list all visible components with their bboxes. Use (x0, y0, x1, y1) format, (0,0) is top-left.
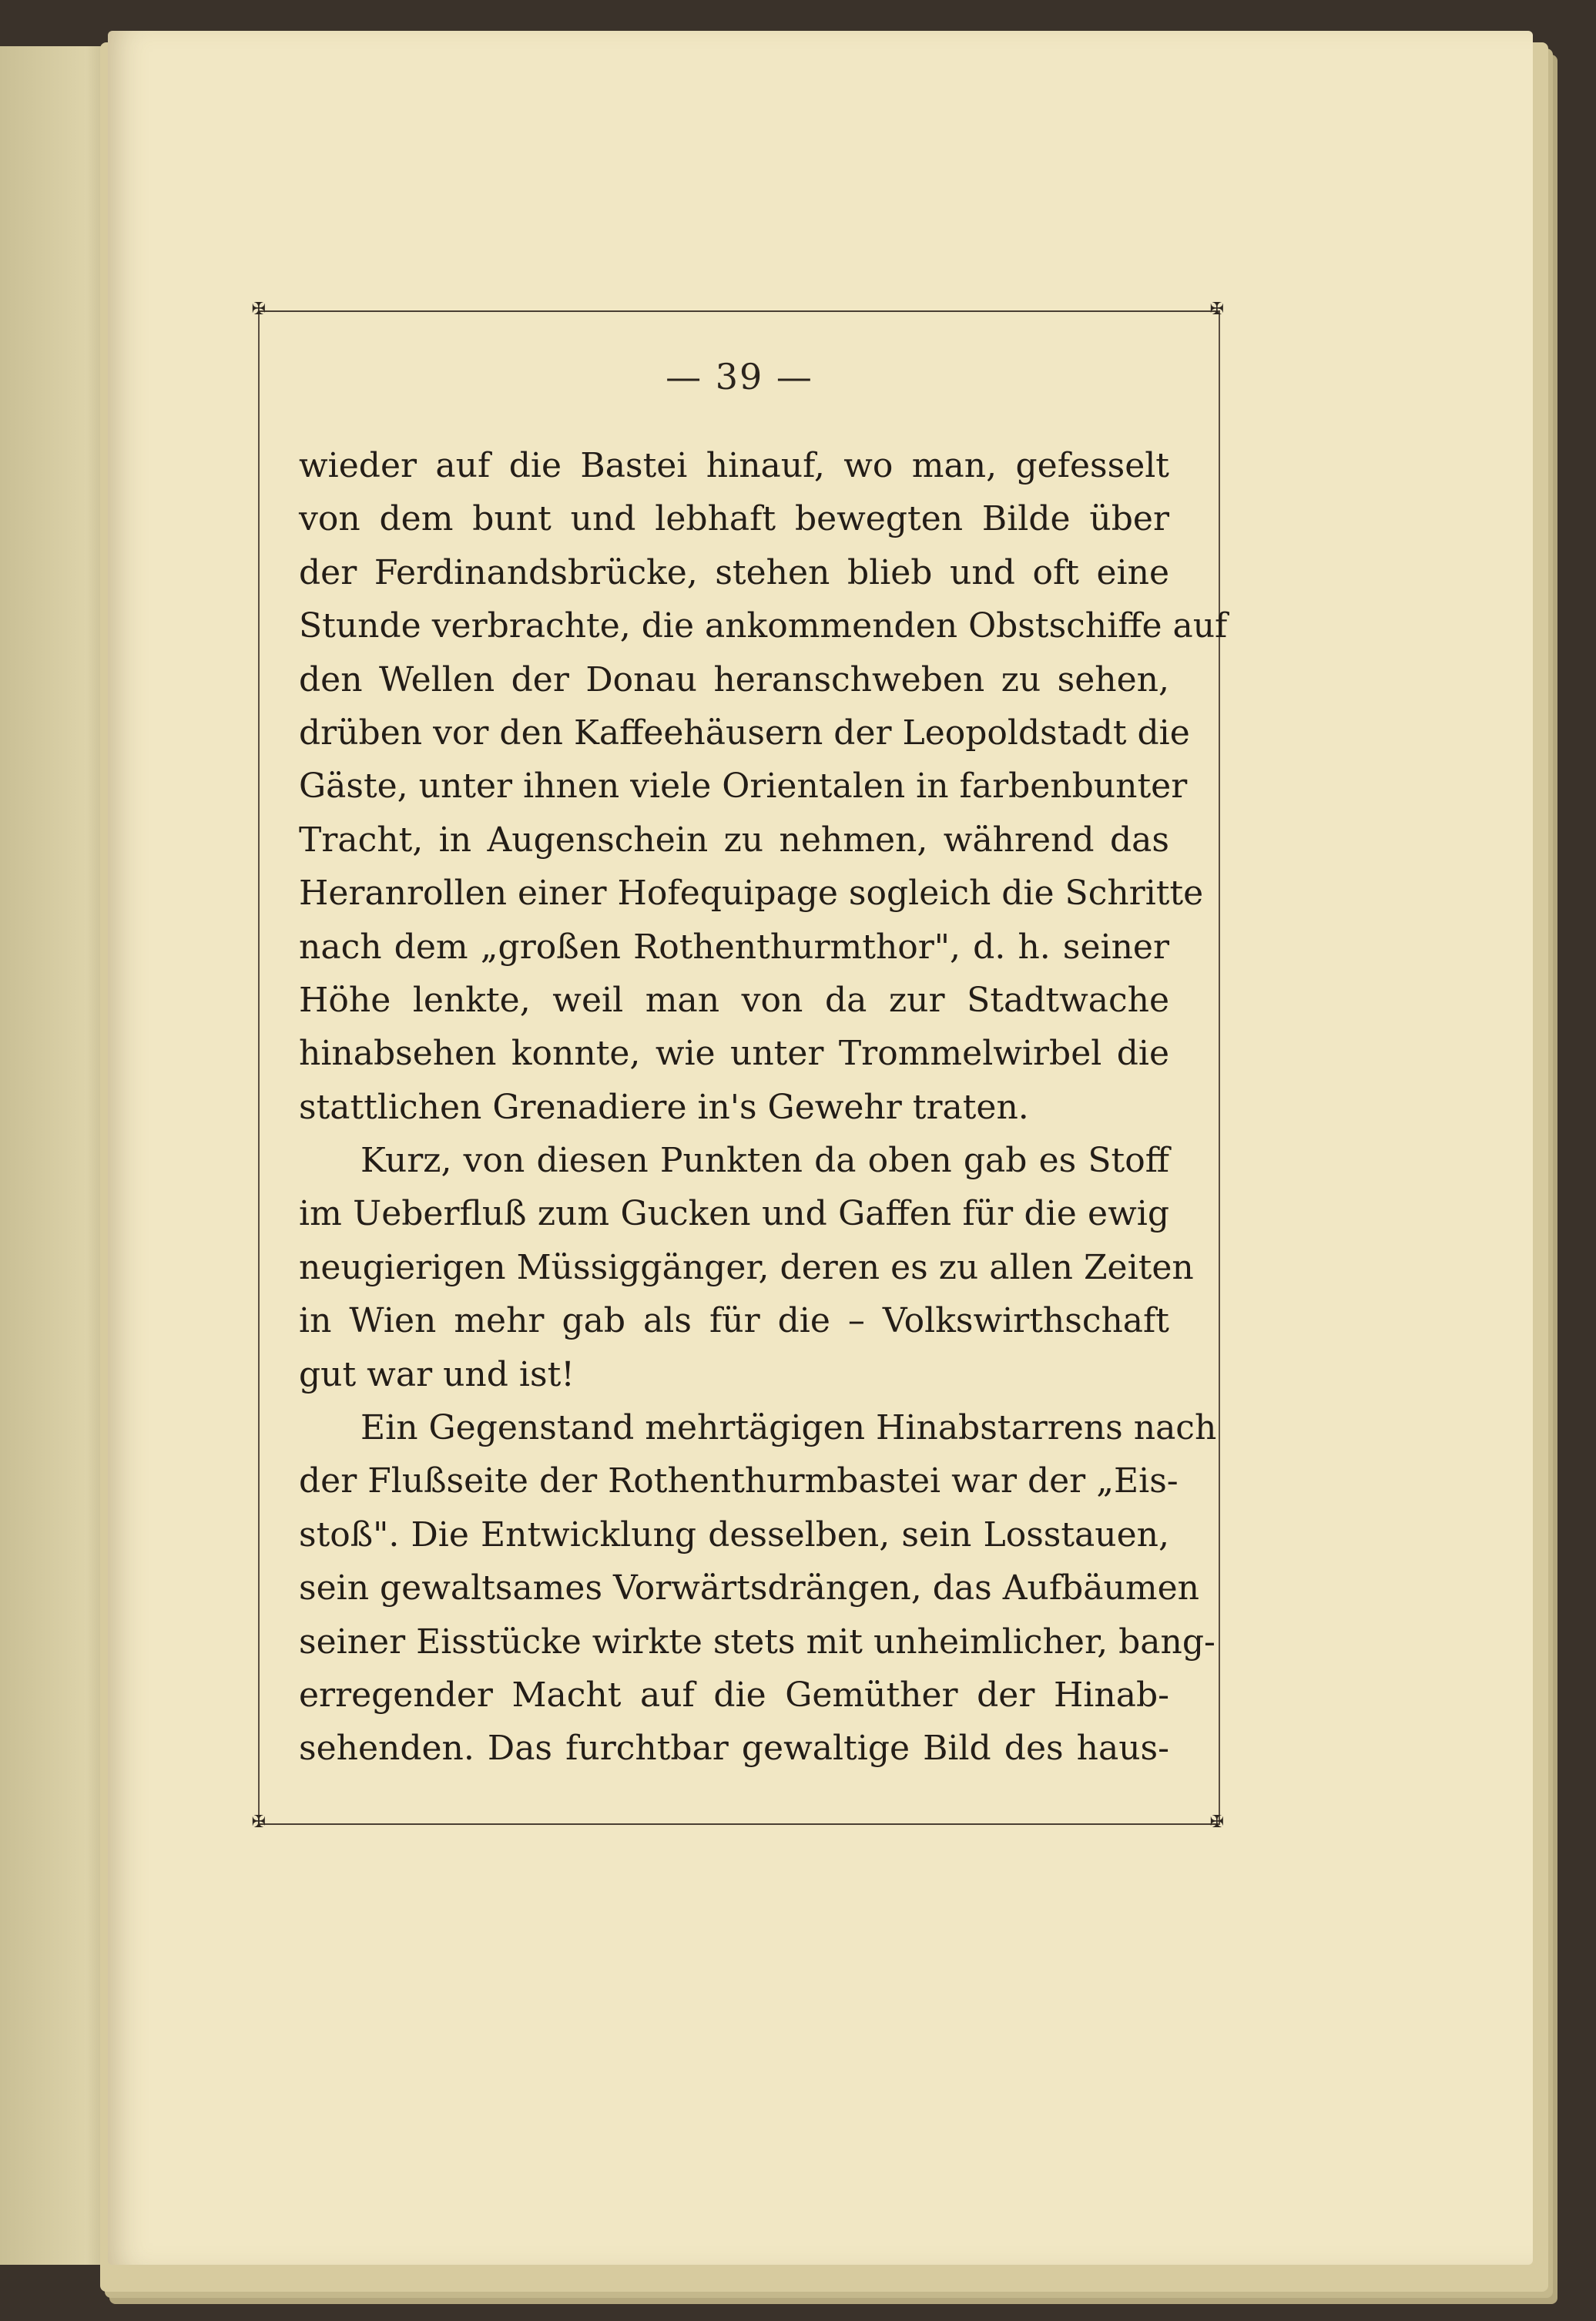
text-line: Tracht, in Augenschein zu nehmen, während das (299, 820, 1169, 860)
text-line: Stunde verbrachte, die ankommenden Obstschiffe auf (299, 606, 1228, 646)
body-text (299, 439, 1228, 1776)
text-line: Gäste, unter ihnen viele Orientalen in farbenbunter (299, 766, 1188, 807)
text-line: sein gewaltsames Vorwärtsdrängen, das Aufbäumen (299, 1568, 1199, 1608)
text-line: der Flußseite der Rothenthurmbastei war der „Eis- (299, 1461, 1179, 1501)
text-line: von dem bunt und lebhaft bewegten Bilde über (299, 499, 1169, 539)
text-line: der Ferdinandsbrücke, stehen blieb und oft eine (299, 552, 1169, 592)
text-line: hinabsehen konnte, wie unter Trommelwirbel die (299, 1034, 1169, 1074)
text-line: Heranrollen einer Hofequipage sogleich die Schritte (299, 874, 1204, 914)
text-line: sehenden. Das furchtbar gewaltige Bild des haus- (299, 1729, 1169, 1769)
text-line: Kurz, von diesen Punkten da oben gab es Stoff (360, 1141, 1169, 1181)
page-number: — 39 — (666, 356, 813, 397)
corner-ornament-icon: ✠ (1209, 300, 1225, 319)
text-line: im Ueberfluß zum Gucken und Gaffen für die ewig (299, 1194, 1169, 1234)
text-line: drüben vor den Kaffeehäusern der Leopoldstadt die (299, 713, 1190, 753)
text-line: seiner Eisstücke wirkte stets mit unheimlicher, bang- (299, 1622, 1215, 1662)
text-line: stattlichen Grenadiere in's Gewehr traten. (299, 1087, 1029, 1127)
text-line: neugierigen Müssiggänger, deren es zu allen Zeiten (299, 1247, 1194, 1287)
corner-ornament-icon: ✠ (251, 1813, 267, 1832)
text-line: erregender Macht auf die Gemüther der Hinab- (299, 1675, 1169, 1715)
text-line: nach dem „großen Rothenthurmthor", d. h. seiner (299, 927, 1169, 967)
corner-ornament-icon: ✠ (251, 300, 267, 319)
text-line: in Wien mehr gab als für die – Volkswirthschaft (299, 1301, 1169, 1341)
text-line: Höhe lenkte, weil man von da zur Stadtwache (299, 980, 1169, 1020)
text-line: wieder auf die Bastei hinauf, wo man, gefesselt (299, 446, 1169, 485)
corner-ornament-icon: ✠ (1209, 1813, 1225, 1832)
text-line: stoß". Die Entwicklung desselben, sein Losstauen, (299, 1514, 1169, 1555)
text-line: Ein Gegenstand mehrtägigen Hinabstarrens nach (360, 1408, 1217, 1448)
text-line: den Wellen der Donau heranschweben zu sehen, (299, 659, 1169, 699)
text-line: gut war und ist! (299, 1354, 575, 1394)
